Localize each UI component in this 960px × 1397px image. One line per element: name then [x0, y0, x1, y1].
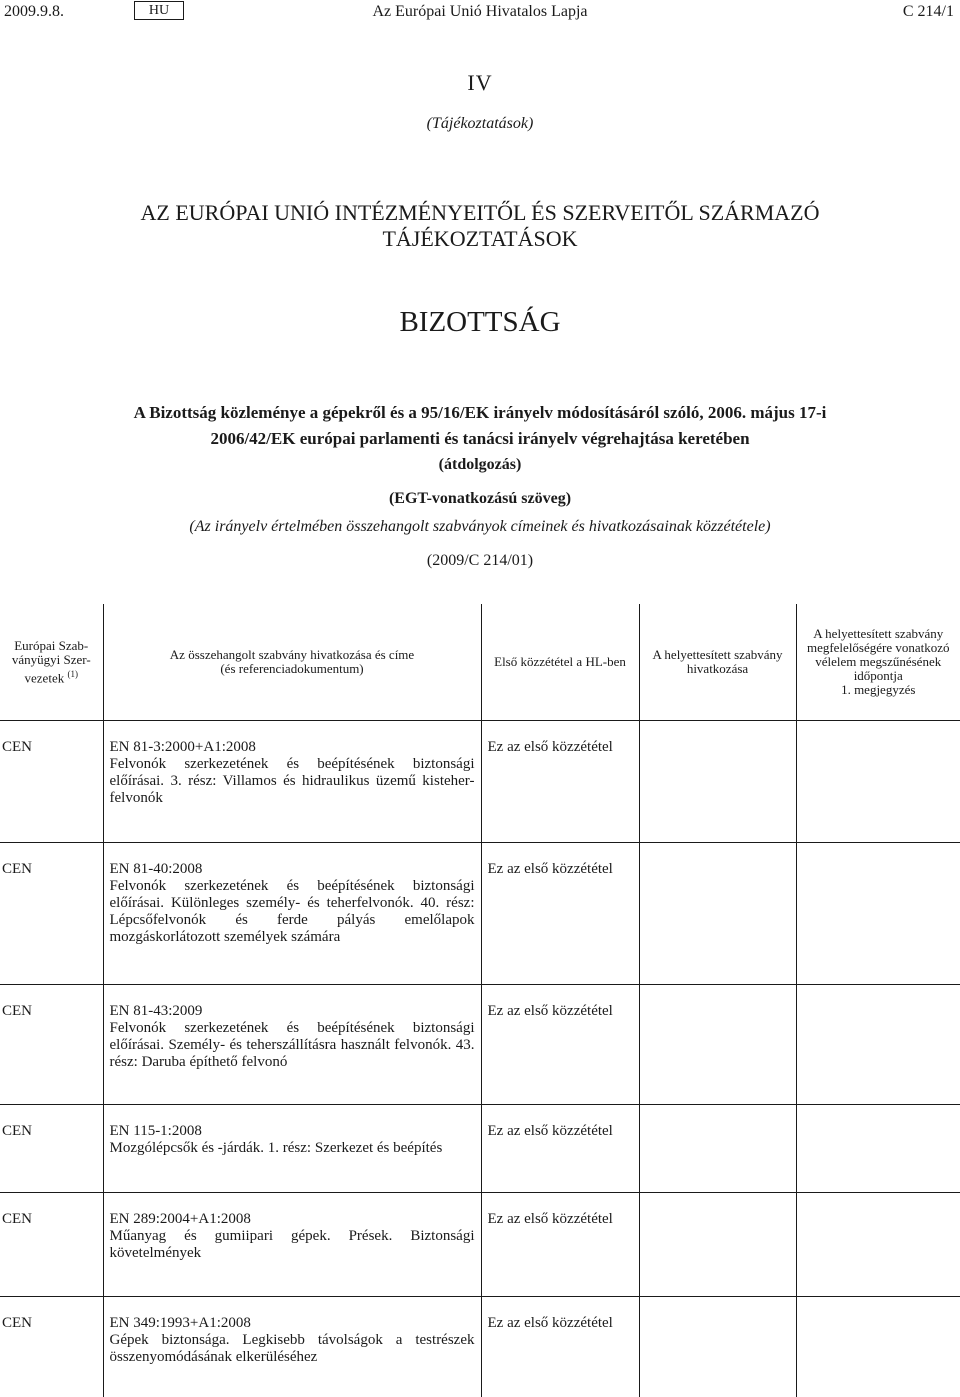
standard-title: Műanyag és gumiipari gépek. Prések. Biztonsági követelmények: [109, 1228, 475, 1261]
organisation-cell: CEN: [2, 1315, 32, 1331]
eea-relevance-label: (EGT-vonatkozású szöveg): [388, 490, 572, 507]
table-row: [0, 721, 960, 843]
section-title: [0, 200, 960, 252]
table-row: [0, 1297, 960, 1397]
page-number: C 214/1: [902, 3, 954, 20]
publication-note: (Az irányelv értelmében összehangolt szabványok címeinek és hivatkozásainak közzététele): [189, 518, 771, 535]
first-publication-cell: Ez az első közzététel: [481, 985, 639, 1105]
standard-cell: [103, 721, 481, 843]
superseded-standard-cell: [639, 1297, 796, 1397]
first-publication-cell: Ez az első közzététel: [481, 843, 639, 985]
column-header-first-publication: Első közzététel a HL-ben: [481, 604, 639, 721]
column-header-text: (és referenciadokumentum): [220, 661, 364, 676]
standard-reference: EN 349:1993+A1:2008: [109, 1315, 251, 1331]
superseded-standard-cell: [639, 1193, 796, 1297]
organisation-cell: CEN: [0, 1105, 103, 1193]
part-number: IV: [467, 70, 493, 95]
first-publication-cell: Ez az első közzététel: [481, 1105, 639, 1193]
column-header-superseded-standard: A helyettesített szabvány hivatkozása: [639, 604, 796, 721]
column-header-text: A helyettesített szabvány megfelelőségére vonatkozó vélelem megszűnésének időpontja: [806, 626, 950, 683]
column-header-note: 1. megjegyzés: [841, 682, 916, 697]
column-header-text: Európai Szab-ványügyi Szer-vezetek: [11, 637, 91, 686]
recast-label: (átdolgozás): [438, 456, 522, 473]
notice-title-line: A Bizottság közleménye a gépekről és a 95/16/EK irányelv módosításáról szóló, 2006. május 17-i: [133, 403, 827, 422]
page-header: [0, 0, 960, 26]
organisation-cell: CEN: [0, 721, 103, 843]
standard-cell: [103, 1297, 481, 1397]
standard-cell: [103, 1193, 481, 1297]
table-row: [0, 985, 960, 1105]
column-header-cessation-date: [796, 604, 960, 721]
standard-title: Felvonók szerkezetének és beépítésének biztonsági előírásai. Különleges személy- és teherfelvonók. 40. rész: Lépcsőfelvonók és ferde pályás emelőlapok mozgáskorlátozott személyek számára: [109, 878, 475, 945]
standard-title: Gépek biztonsága. Legkisebb távolságok a testrészek összenyomódásának elkerüléséhez: [109, 1332, 475, 1365]
standards-table: [0, 604, 960, 1397]
superseded-standard-cell: [639, 985, 796, 1105]
cessation-date-cell: [796, 721, 960, 843]
standard-reference: EN 289:2004+A1:2008: [109, 1211, 251, 1227]
notice-title-line: 2006/42/EK európai parlamenti és tanácsi irányelv végrehajtása keretében: [210, 429, 750, 448]
standard-title: Felvonók szerkezetének és beépítésének biztonsági előírásai. 3. rész: Villamos és hidraulikus üzemű kisteher-felvonók: [109, 756, 475, 806]
standard-title: Felvonók szerkezetének és beépítésének biztonsági előírásai. Személy- és teherszállításra használt felvonók. 43. rész: Daruba építhető felvonó: [109, 1020, 475, 1070]
standard-cell: [103, 1105, 481, 1193]
first-publication-cell: Ez az első közzététel: [481, 1297, 639, 1397]
first-publication-cell: Ez az első közzététel: [481, 721, 639, 843]
section-title-line: AZ EURÓPAI UNIÓ INTÉZMÉNYEITŐL ÉS SZERVEITŐL SZÁRMAZÓ: [140, 200, 820, 225]
notice-title: [0, 400, 960, 452]
table-row: [0, 1193, 960, 1297]
cessation-date-cell: [796, 985, 960, 1105]
standard-title: Mozgólépcsők és -járdák. 1. rész: Szerkezet és beépítés: [109, 1140, 443, 1156]
cessation-date-cell: [796, 843, 960, 985]
superseded-standard-cell: [639, 1105, 796, 1193]
footnote-marker: (1): [67, 668, 78, 679]
section-title-line: TÁJÉKOZTATÁSOK: [382, 226, 578, 251]
column-header-text: Az összehangolt szabvány hivatkozása és címe: [169, 647, 415, 662]
journal-title: Az Európai Unió Hivatalos Lapja: [372, 3, 588, 20]
institution-heading: BIZOTTSÁG: [399, 306, 561, 338]
column-header-standard: [103, 604, 481, 721]
cessation-date-cell: [796, 1193, 960, 1297]
organisation-cell: CEN: [0, 1193, 103, 1297]
language-badge: HU: [134, 1, 184, 20]
organisation-cell: CEN: [0, 985, 103, 1105]
organisation-cell: CEN: [0, 843, 103, 985]
publication-date: 2009.9.8.: [4, 3, 64, 20]
standard-reference: EN 81-43:2009: [109, 1003, 203, 1019]
first-publication-cell: Ez az első közzététel: [481, 1193, 639, 1297]
table-header-row: [0, 604, 960, 721]
standard-reference: EN 81-3:2000+A1:2008: [109, 739, 256, 755]
cessation-date-cell: [796, 1105, 960, 1193]
table-row: [0, 1105, 960, 1193]
superseded-standard-cell: [639, 721, 796, 843]
cessation-date-cell: [796, 1297, 960, 1397]
part-subtitle: (Tájékoztatások): [426, 115, 534, 132]
table-row: [0, 843, 960, 985]
document-reference: (2009/C 214/01): [426, 552, 534, 569]
standard-reference: EN 115-1:2008: [109, 1123, 202, 1139]
superseded-standard-cell: [639, 843, 796, 985]
column-header-organisation: [0, 604, 103, 721]
standard-reference: EN 81-40:2008: [109, 861, 203, 877]
standard-cell: [103, 843, 481, 985]
standard-cell: [103, 985, 481, 1105]
